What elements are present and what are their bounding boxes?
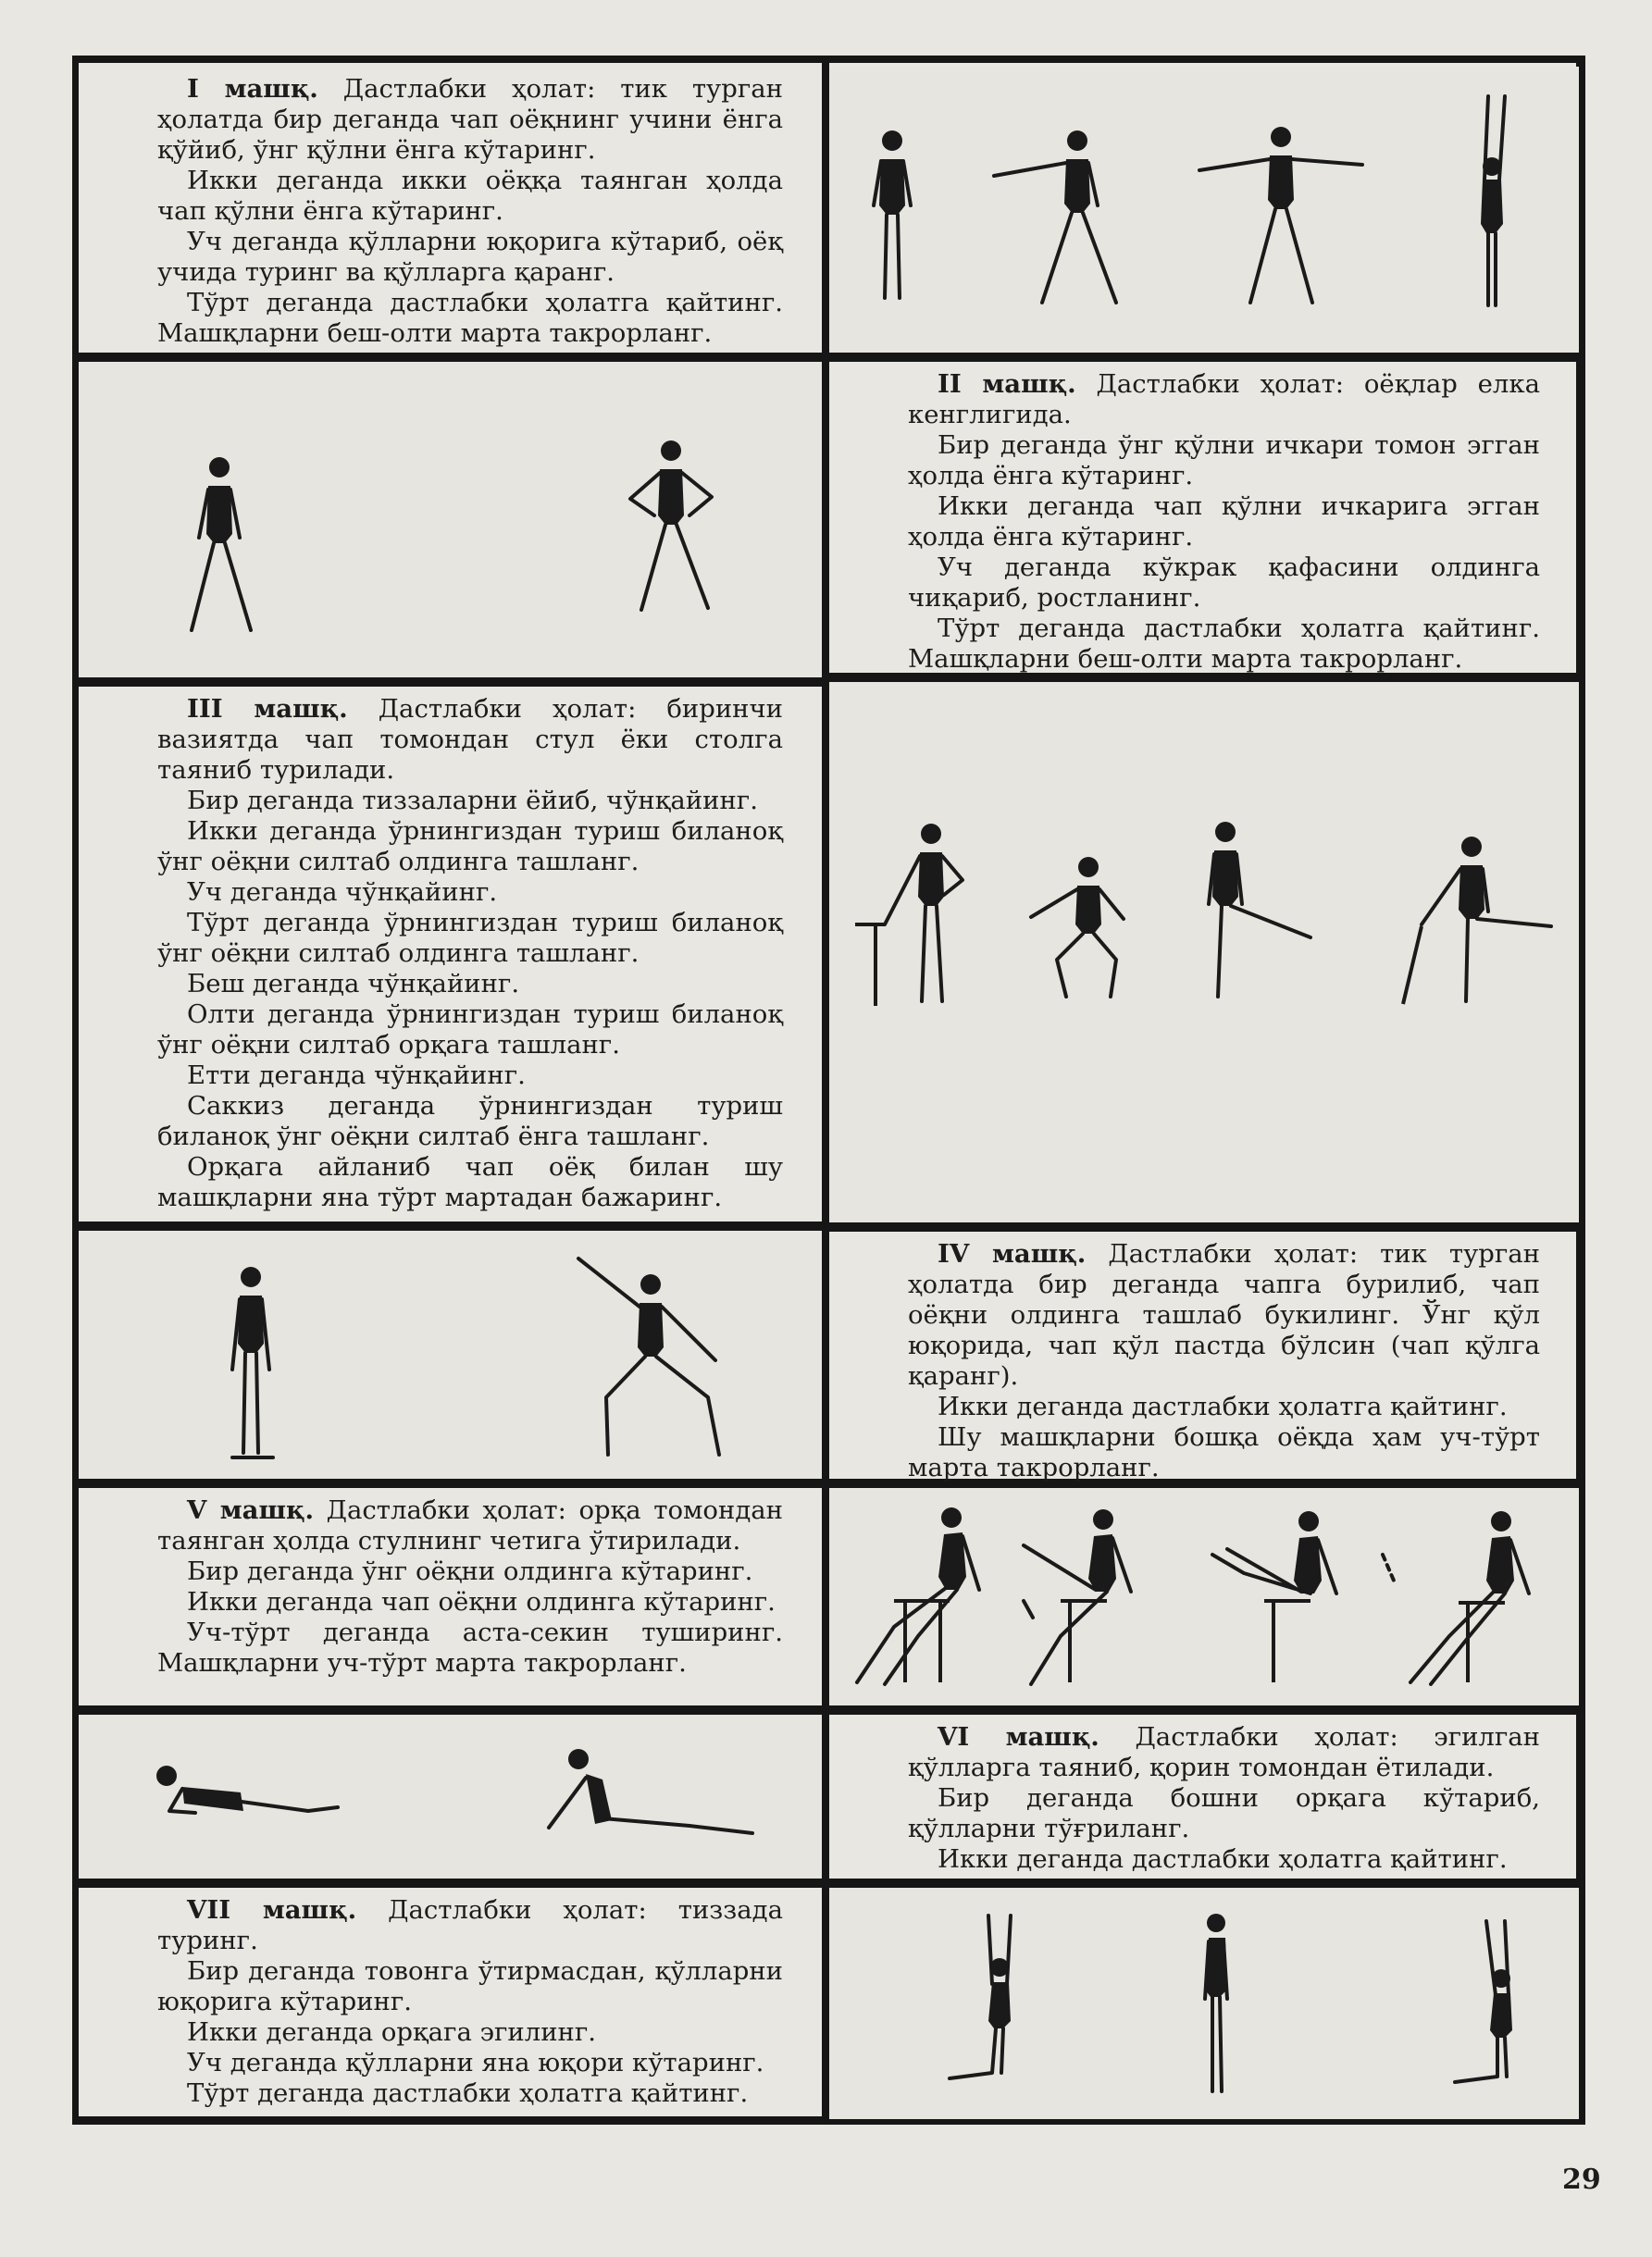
paragraph: Икки деганда дастлабки ҳолатга қайтинг.	[938, 1392, 1508, 1421]
paragraph: Бир деганда тиззаларни ёйиб, чўнқайинг.	[187, 786, 758, 815]
figure-arms-both	[1199, 127, 1362, 303]
figure-prone	[156, 1766, 338, 1813]
paragraph: Тўрт деганда дастлабки ҳолатга қайтинг. Машқларни беш-олти марта такрорланг.	[157, 288, 783, 348]
figure-arm-side	[994, 130, 1116, 303]
exercise-6-figures	[79, 1715, 822, 1879]
paragraph: Орқага айланиб чап оёқ билан шу машқларни яна тўрт мартадан бажаринг.	[157, 1152, 783, 1212]
exercise-1-figures	[829, 67, 1579, 353]
row-divider	[79, 353, 825, 362]
exercise-title: VII машқ.	[187, 1895, 357, 1925]
exercise-1-text	[79, 67, 822, 353]
exercise-title: IV машқ.	[938, 1239, 1087, 1269]
paragraph: Олти деганда ўрнингиздан туриш биланоқ ўнг оёқни силтаб орқага ташланг.	[157, 999, 783, 1060]
paragraph: Дастлабки ҳолат: тиззада туринг.	[157, 1895, 783, 1955]
row-divider	[827, 1879, 1579, 1888]
row-divider	[79, 1705, 825, 1715]
figure-arms-bent	[630, 440, 712, 610]
paragraph: Икки деганда ўрнингиздан туриш биланоқ ўнг оёқни силтаб олдинга ташланг.	[157, 816, 783, 876]
exercise-title: II машқ.	[938, 369, 1076, 399]
figure-lunge-reach	[578, 1259, 719, 1455]
figure-standing-front	[232, 1267, 273, 1457]
paragraph: Дастлабки ҳолат: биринчи вазиятда чап томондан стул ёки столга таяниб турилади.	[157, 694, 784, 785]
paragraph: Дастлабки ҳолат: орқа томондан таянган ҳолда стулнинг четига ўтирилади.	[157, 1495, 783, 1556]
paragraph: Дастлабки ҳолат: тик турган ҳолатда бир деганда чапга бурилиб, чап оёқни олдинга ташлаб букилинг. Ўнг қўл юқорида, чап қўл пастда бўлсин (чап қўлга қаранг).	[908, 1239, 1540, 1391]
paragraph: Саккиз деганда ўрнингиздан туриш биланоқ ўнг оёқни силтаб ёнга ташланг.	[157, 1091, 783, 1151]
exercise-4-text	[829, 1232, 1579, 1482]
exercise-title: VI машқ.	[938, 1722, 1099, 1752]
exercise-6-text	[829, 1715, 1579, 1879]
paragraph: Бир деганда бошни орқага кўтариб, қўлларни тўғриланг.	[908, 1783, 1540, 1843]
figure-arms-up	[1481, 96, 1505, 305]
paragraph: Дастлабки ҳолат: эгилган қўлларга таяниб, қорин томондан ётилади.	[908, 1722, 1541, 1782]
paragraph: Бир деганда товонга ўтирмасдан, қўлларни юқорига кўтаринг.	[157, 1956, 783, 2016]
row-divider	[827, 1222, 1579, 1232]
paragraph: Шу машқларни бошқа оёқда ҳам уч-тўрт марта такрорланг.	[908, 1422, 1540, 1482]
page-number: 29	[1562, 2164, 1601, 2196]
paragraph: Дастлабки ҳолат: тик турган ҳолатда бир деганда чап оёқнинг учини ёнга қўйиб, ўнг қўлни ёнга кўтаринг.	[157, 74, 783, 165]
paragraph: Етти деганда чўнқайинг.	[187, 1060, 526, 1090]
exercise-4-figures	[79, 1231, 822, 1479]
paragraph: Бир деганда ўнг қўлни ичкари томон эгган ҳолда ёнга кўтаринг.	[908, 430, 1540, 490]
paragraph: Уч деганда кўкрак қафасини олдинга чиқариб, ростланинг.	[908, 552, 1540, 613]
figure-standing-wide	[192, 457, 251, 630]
row-divider	[79, 677, 825, 687]
exercise-3-figures	[829, 682, 1579, 1222]
exercise-title: III машқ.	[187, 694, 348, 724]
paragraph: Уч деганда қўлларни юқорига кўтариб, оёқ учида туринг ва қўлларга қаранг.	[157, 227, 783, 287]
figure-standing-side	[1205, 1914, 1227, 2091]
paragraph: Икки деганда чап оёқни олдинга кўтаринг.	[187, 1587, 776, 1617]
paragraph: Икки деганда икки оёққа таянган ҳолда чап қўлни ёнга кўтаринг.	[157, 166, 783, 226]
figure-kneel-reach	[1455, 1921, 1512, 2082]
paragraph: Икки деганда дастлабки ҳолатга қайтинг.	[938, 1844, 1508, 1874]
figure-leg-forward	[1209, 822, 1310, 997]
exercise-2-figures	[79, 362, 822, 677]
paragraph: Тўрт деганда дастлабки ҳолатга қайтинг. Машқларни беш-олти марта такрорланг.	[908, 614, 1540, 674]
paragraph: Бир деганда ўнг оёқни олдинга кўтаринг.	[187, 1556, 753, 1586]
exercise-3-text	[79, 687, 822, 1222]
exercise-5-figures	[829, 1488, 1579, 1705]
row-divider	[827, 1705, 1579, 1715]
paragraph: Беш деганда чўнқайинг.	[187, 969, 520, 998]
row-divider	[827, 353, 1579, 362]
exercise-7-text	[79, 1888, 822, 2119]
paragraph: Тўрт деганда ўрнингиздан туриш биланоқ ўнг оёқни силтаб олдинга ташланг.	[157, 908, 783, 968]
figure-leg-side-chair	[1403, 837, 1551, 1004]
exercise-title: I машқ.	[187, 74, 318, 104]
paragraph: Уч деганда чўнқайинг.	[187, 877, 498, 907]
row-divider	[79, 1879, 825, 1888]
exercise-title: V машқ.	[187, 1495, 315, 1525]
paragraph: Икки деганда орқага эгилинг.	[187, 2017, 597, 2047]
row-divider	[79, 1479, 825, 1488]
paragraph: Икки деганда чап қўлни ичкарига эгган ҳолда ёнга кўтаринг.	[908, 491, 1540, 552]
figure-chair-stand	[855, 824, 963, 1006]
paragraph: Уч деганда қўлларни яна юқори кўтаринг.	[187, 2048, 764, 2077]
figure-seated-2	[1024, 1509, 1131, 1684]
row-divider	[79, 1222, 825, 1231]
figure-kneel-arms-up	[950, 1916, 1011, 2078]
figure-seated-3	[1212, 1511, 1336, 1682]
paragraph: Уч-тўрт деганда аста-секин туширинг. Машқларни уч-тўрт марта такрорланг.	[157, 1618, 783, 1678]
exercise-2-text	[829, 362, 1579, 673]
figure-cobra	[549, 1749, 752, 1833]
figure-seated-1	[857, 1507, 979, 1684]
figure-squat	[1031, 857, 1124, 997]
paragraph: Дастлабки ҳолат: оёқлар елка кенглигида.	[908, 369, 1540, 429]
column-divider	[822, 59, 829, 2119]
figure-standing	[874, 130, 911, 298]
exercise-7-figures	[829, 1888, 1579, 2119]
paragraph: Тўрт деганда дастлабки ҳолатга қайтинг.	[187, 2078, 749, 2108]
figure-seated-4	[1383, 1511, 1529, 1684]
exercise-5-text	[79, 1488, 822, 1705]
